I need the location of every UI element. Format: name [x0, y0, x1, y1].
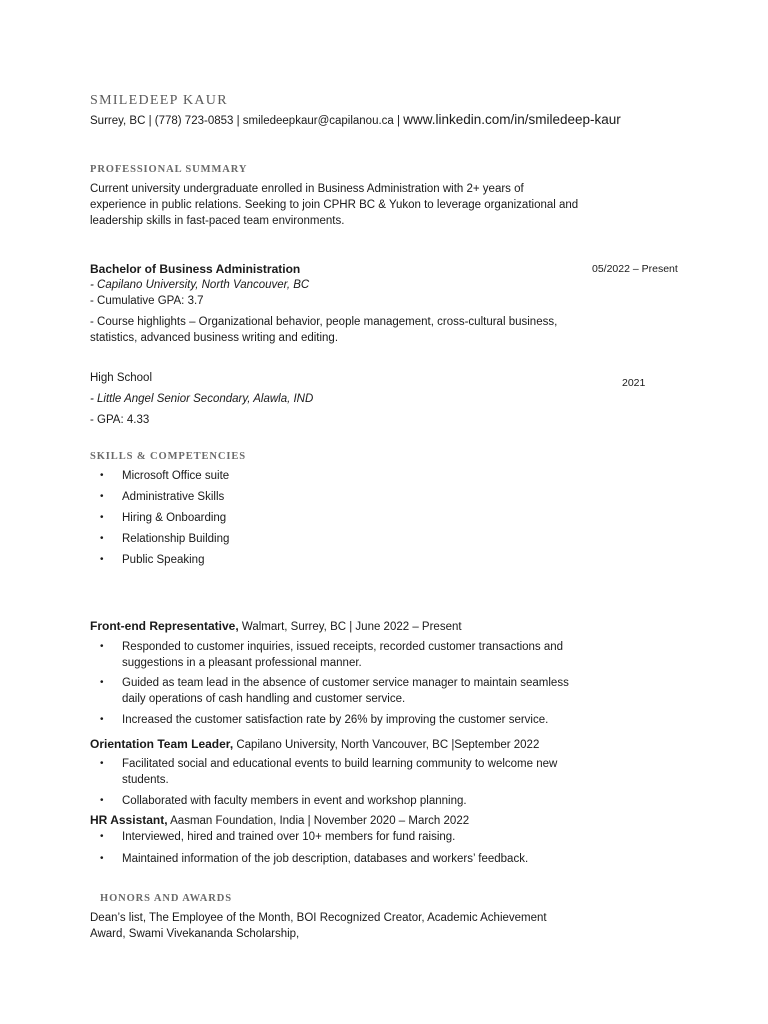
honors-line: Dean’s list, The Employee of the Month, BOI Recognized Creator, Academic Achievement	[90, 912, 547, 924]
bullet-icon: •	[100, 554, 104, 565]
skill-item	[100, 468, 570, 484]
contact-details: Surrey, BC | (778) 723-0853 | smiledeepkaur@capilanou.ca |	[90, 115, 401, 127]
job-bullet	[100, 851, 570, 867]
bullet-icon: •	[100, 677, 104, 688]
job-role: HR Assistant,	[90, 813, 168, 827]
bullet-icon: •	[100, 853, 104, 864]
summary-line: experience in public relations. Seeking to join CPHR BC & Yukon to leverage organizational and	[90, 199, 579, 211]
bullet-line: Responded to customer inquiries, issued receipts, recorded customer transactions and	[122, 641, 564, 653]
degree-title: Bachelor of Business Administration	[90, 262, 301, 276]
highlight-line: statistics, advanced business writing and editing.	[90, 332, 339, 344]
skill-label: Public Speaking	[122, 554, 205, 566]
bullet-icon: •	[100, 714, 104, 725]
bullet-icon: •	[100, 831, 104, 842]
highschool-date: 2021	[622, 377, 646, 389]
summary-line: Current university undergraduate enrolled in Business Administration with 2+ years of	[90, 183, 524, 195]
honors-line: Award, Swami Vivekananda Scholarship,	[90, 928, 300, 940]
skill-item	[100, 552, 570, 568]
linkedin-link[interactable]: www.linkedin.com/in/smiledeep-kaur	[403, 112, 621, 127]
bullet-line: Maintained information of the job description, databases and workers’ feedback.	[122, 853, 529, 865]
job-bullet	[100, 793, 570, 809]
skill-item	[100, 489, 570, 505]
bullet-line: Interviewed, hired and trained over 10+ members for fund raising.	[122, 831, 456, 843]
highschool-school: - Little Angel Senior Secondary, Alawla, IND	[90, 393, 314, 405]
job-bullet	[100, 675, 570, 707]
skill-label: Hiring & Onboarding	[122, 512, 227, 524]
bullet-icon: •	[100, 758, 104, 769]
bullet-line: Collaborated with faculty members in event and workshop planning.	[122, 795, 467, 807]
highschool-title: High School	[90, 372, 153, 384]
job-role: Front-end Representative,	[90, 619, 239, 633]
job-bullet	[100, 829, 570, 845]
highschool-gpa: - GPA: 4.33	[90, 414, 150, 426]
bullet-line: daily operations of cash handling and customer service.	[122, 693, 406, 705]
degree-gpa: - Cumulative GPA: 3.7	[90, 295, 204, 307]
skill-label: Relationship Building	[122, 533, 230, 545]
honors-heading: HONORS AND AWARDS	[100, 893, 232, 904]
contact-line	[90, 112, 621, 127]
bullet-icon: •	[100, 641, 104, 652]
bullet-icon: •	[100, 795, 104, 806]
summary-text	[90, 181, 610, 229]
skill-label: Administrative Skills	[122, 491, 225, 503]
bullet-icon: •	[100, 470, 104, 481]
skill-item	[100, 510, 570, 526]
skill-label: Microsoft Office suite	[122, 470, 230, 482]
job-details: Capilano University, North Vancouver, BC |September 2022	[233, 739, 540, 751]
summary-line: leadership skills in fast-paced team environments.	[90, 215, 345, 227]
bullet-line: Facilitated social and educational events to build learning community to welcome new	[122, 758, 558, 770]
bullet-line: Increased the customer satisfaction rate by 26% by improving the customer service.	[122, 714, 549, 726]
skill-item	[100, 531, 570, 547]
bullet-line: students.	[122, 774, 169, 786]
resume-name: SMILEDEEP KAUR	[90, 93, 228, 108]
job-details: Aasman Foundation, India | November 2020 – March 2022	[167, 815, 470, 827]
degree-school: - Capilano University, North Vancouver, BC	[90, 279, 310, 291]
degree-highlights	[90, 314, 610, 346]
bullet-line: Guided as team lead in the absence of customer service manager to maintain seamless	[122, 677, 569, 689]
skills-heading: SKILLS & COMPETENCIES	[90, 451, 247, 462]
summary-heading: PROFESSIONAL SUMMARY	[90, 164, 248, 175]
job-role: Orientation Team Leader,	[90, 737, 234, 751]
honors-text	[90, 910, 610, 942]
job-bullet	[100, 756, 570, 788]
job-heading	[90, 813, 469, 827]
job-heading	[90, 737, 539, 751]
degree-date: 05/2022 – Present	[592, 263, 678, 275]
bullet-icon: •	[100, 533, 104, 544]
job-bullet	[100, 639, 570, 671]
bullet-icon: •	[100, 512, 104, 523]
highlight-line: - Course highlights – Organizational behavior, people management, cross-cultural business,	[90, 316, 558, 328]
bullet-line: suggestions in a pleasant professional manner.	[122, 657, 362, 669]
job-heading	[90, 619, 462, 633]
job-bullet	[100, 712, 570, 728]
job-details: Walmart, Surrey, BC | June 2022 – Present	[238, 621, 462, 633]
bullet-icon: •	[100, 491, 104, 502]
